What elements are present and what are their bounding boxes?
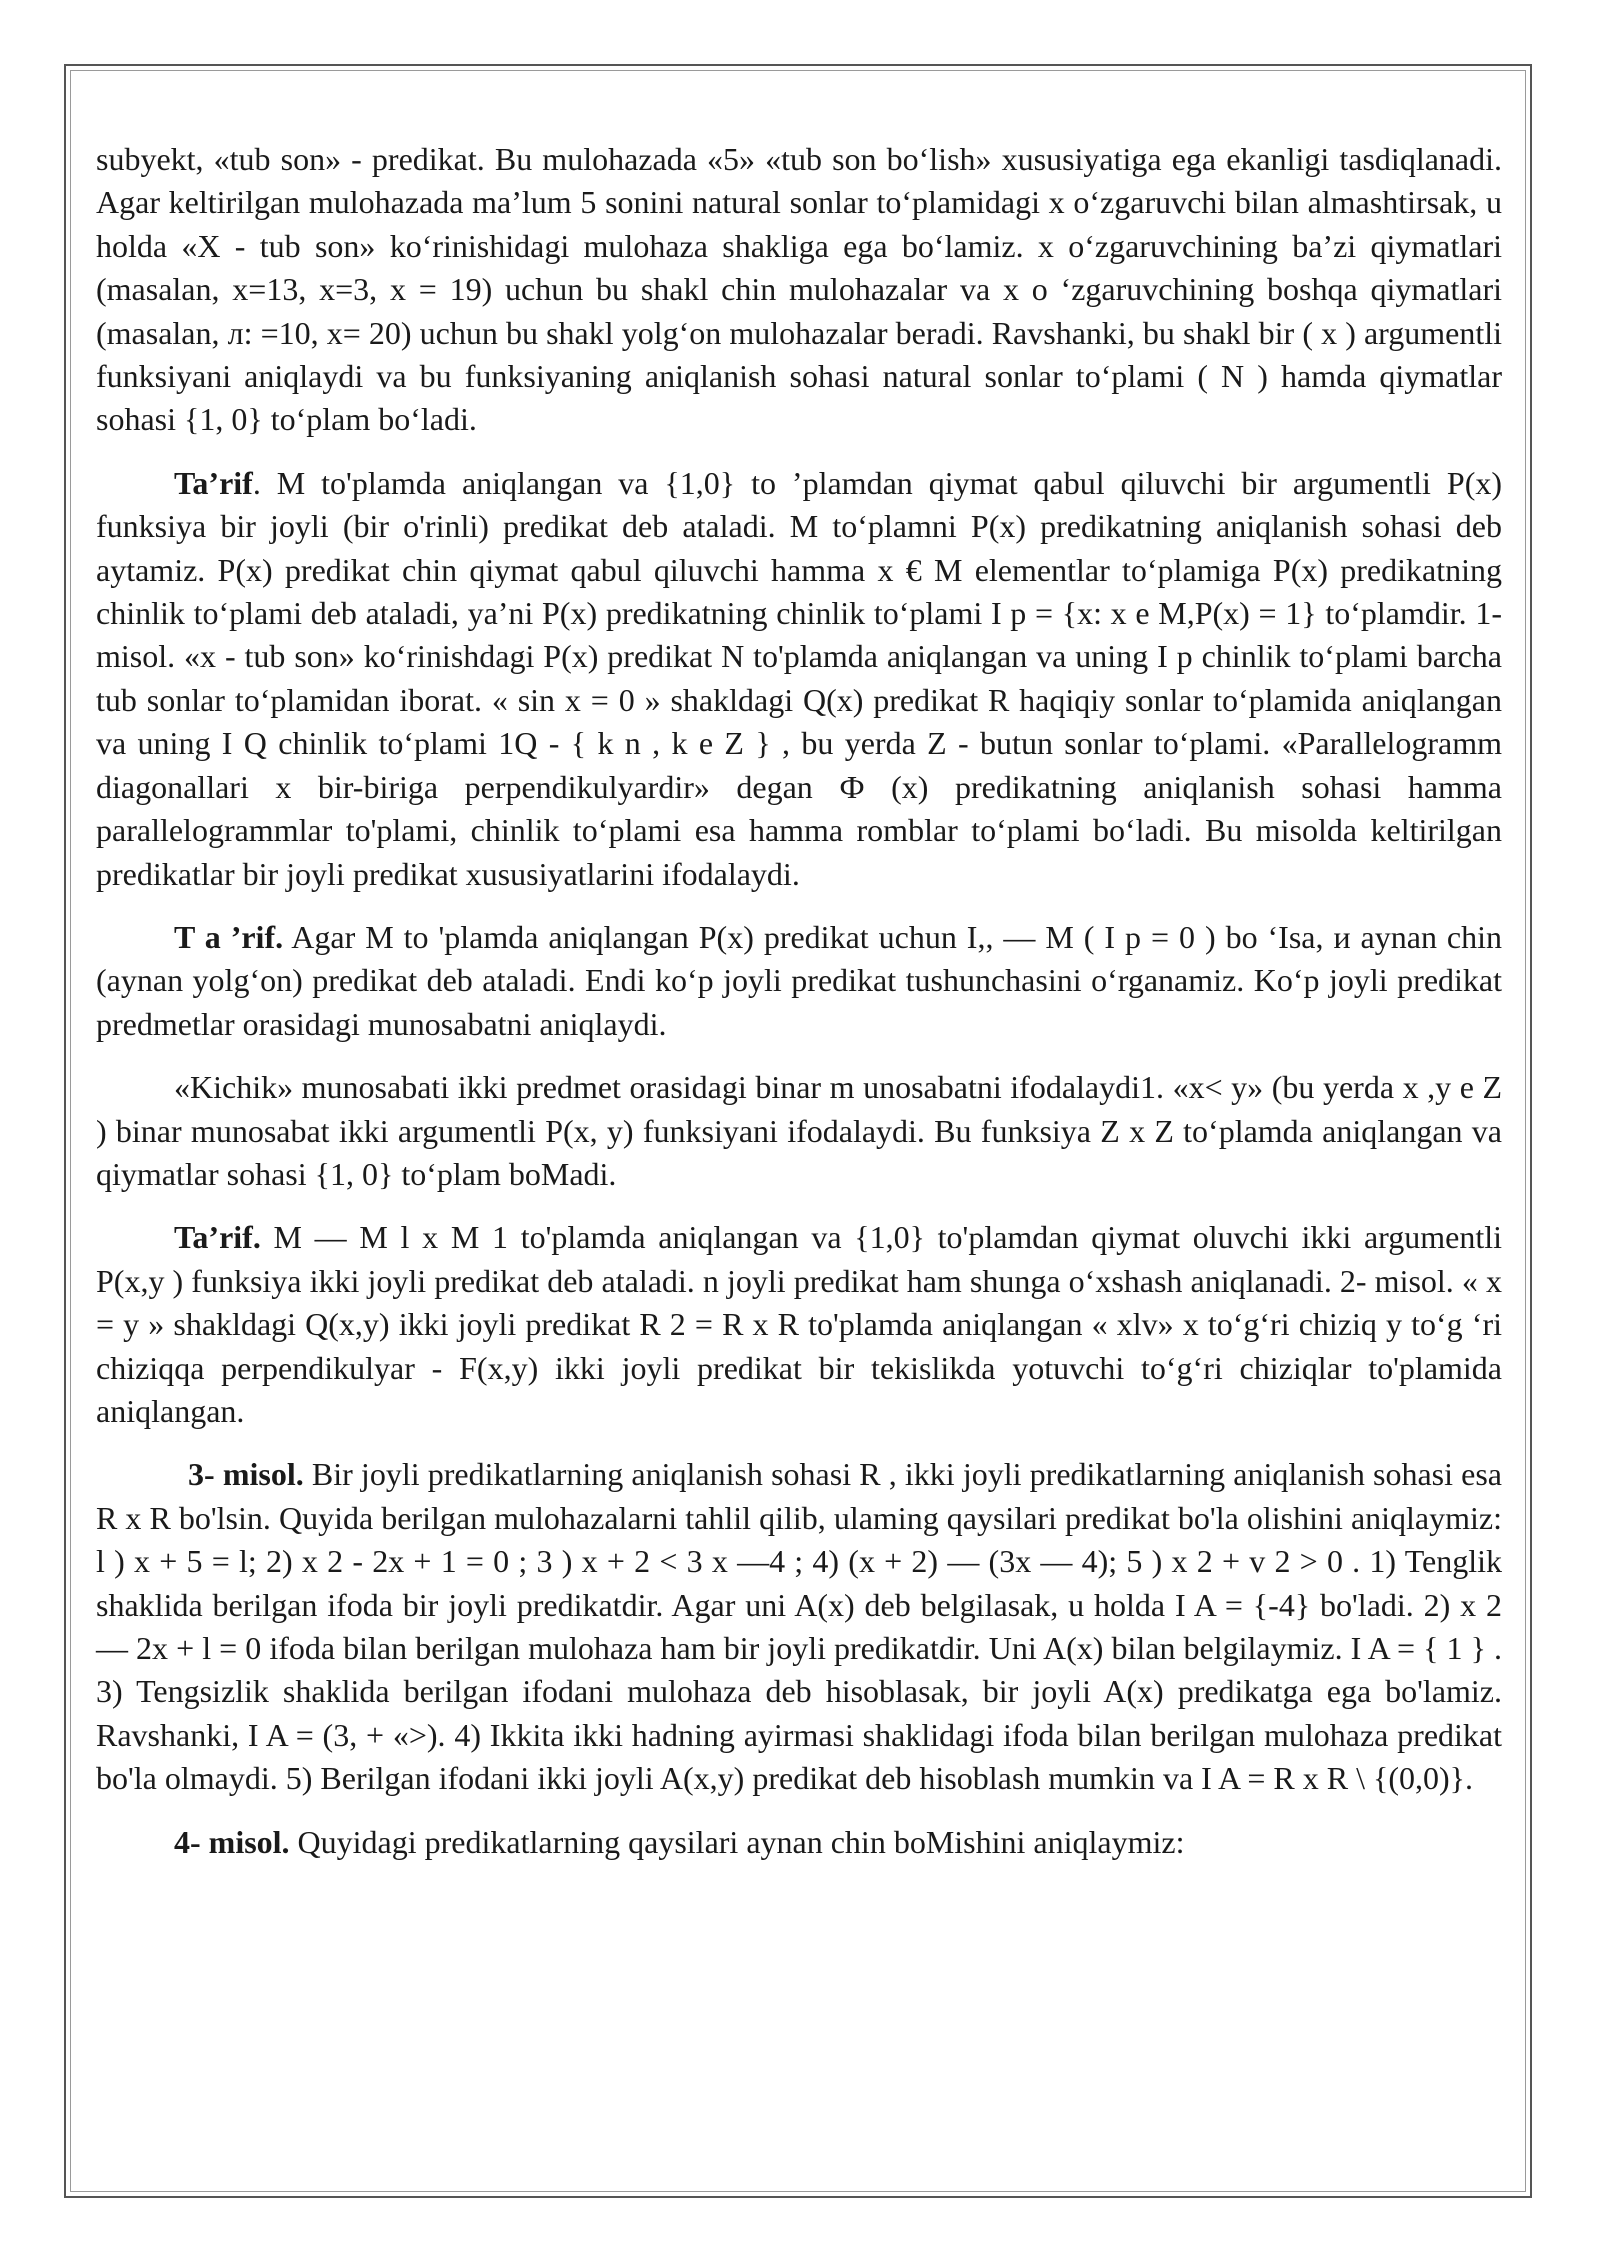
- paragraph-4: [96, 1066, 1502, 1196]
- paragraph-3-text: Agar M to 'plamda aniqlangan P(x) predikat uchun I,, — M ( I p = 0 ) bo ‘Isa, и aynan chin (aynan yolg‘on) predikat deb ataladi. Endi ko‘p joyli predikat tushunchasini o‘rganamiz. Ko‘p joyli predikat predmetlar orasidagi munosabatni aniqlaydi.: [96, 918, 1502, 1042]
- paragraph-2-definition: [96, 462, 1502, 896]
- definition-label: T a ’rif.: [174, 918, 284, 955]
- paragraph-5-definition: [96, 1216, 1502, 1433]
- paragraph-4-text: «Kichik» munosabati ikki predmet orasidagi binar m unosabatni ifodalaydi1. «x< y» (bu yerda x ,y e Z ) binar munosabat ikki argumentli P(x, y) funksiyani ifodalaydi. Bu funksiya Z x Z to‘plamda aniqlangan va qiymatlar sohasi {1, 0} to‘plam boMadi.: [96, 1069, 1502, 1192]
- example-label: 4- misol.: [174, 1823, 290, 1860]
- paragraph-5-text: M — M l x M 1 to'plamda aniqlangan va {1,0} to'plamdan qiymat oluvchi ikki argumentli P(x,y ) funksiya ikki joyli predikat deb ataladi. n joyli predikat ham shunga o‘xshash aniqlanadi. 2- misol. « x = y » shakldagi Q(x,y) ikki joyli predikat R 2 = R x R to'plamda aniqlangan « xlv» x to‘g‘ri chiziq y to‘g ‘ri chiziqqa perpendikulyar - F(x,y) ikki joyli predikat bir tekislikda yotuvchi to‘g‘ri chiziqlar to'plamida aniqlangan.: [96, 1219, 1502, 1429]
- paragraph-3-definition: [96, 916, 1502, 1046]
- paragraph-1-text: subyekt, «tub son» - predikat. Bu mulohazada «5» «tub son bo‘lish» xususiyatiga ega ekanligi tasdiqlanadi. Agar keltirilgan mulohazada ma’lum 5 sonini natural sonlar to‘plamidagi x o‘zgaruvchi bilan almashtirsak, u holda «X - tub son» ko‘rinishidagi mulohaza shakliga ega bo‘lamiz. x o‘zgaruvchining ba’zi qiymatlari (masalan, x=13, x=3, x = 19) uchun bu shakl chin mulohazalar va x o ‘zgaruvchining boshqa qiymatlari (masalan, л: =10, x= 20) uchun bu shakl yolg‘on mulohazalar beradi. Ravshanki, bu shakl bir ( x ) argumentli funksiyani aniqlaydi va bu funksiyaning aniqlanish sohasi natural sonlar to‘plami ( N ) hamda qiymatlar sohasi {1, 0} to‘plam bo‘ladi.: [96, 141, 1502, 438]
- paragraph-6-example: [96, 1453, 1502, 1800]
- definition-label: Ta’rif: [174, 464, 253, 501]
- paragraph-2-text: . M to'plamda aniqlangan va {1,0} to ’plamdan qiymat qabul qiluvchi bir argumentli P(x) funksiya bir joyli (bir o'rinli) predikat deb ataladi. M to‘plamni P(x) predikatning aniqlanish sohasi deb aytamiz. P(x) predikat chin qiymat qabul qiluvchi hamma x € M elementlar to‘plamiga P(x) predikatning chinlik to‘plami deb ataladi, ya’ni P(x) predikatning chinlik to‘plami I p = {x: x e M,P(x) = 1} to‘plamdir. 1- misol. «x - tub son» ko‘rinishdagi P(x) predikat N to'plamda aniqlangan va uning I p chinlik to‘plami barcha tub sonlar to‘plamidan iborat. « sin x = 0 » shakldagi Q(x) predikat R haqiqiy sonlar to‘plamida aniqlangan va uning I Q chinlik to‘plami 1Q - { k n , k e Z } , bu yerda Z - butun sonlar to‘plami. «Parallelogramm diagonallari x bir-biriga perpendikulyardir» degan Ф (x) predikatning aniqlanish sohasi hamma parallelogrammlar to'plami, chinlik to‘plami esa hamma romblar to‘plami bo‘ladi. Bu misolda keltirilgan predikatlar bir joyli predikat xususiyatlarini ifodalaydi.: [96, 464, 1502, 892]
- document-body: [96, 138, 1502, 1884]
- paragraph-1: [96, 138, 1502, 442]
- definition-label: Ta’rif.: [174, 1219, 261, 1256]
- example-label: 3- misol.: [188, 1456, 304, 1493]
- paragraph-6-text: Bir joyli predikatlarning aniqlanish sohasi R , ikki joyli predikatlarning aniqlanish sohasi esa R x R bo'lsin. Quyida berilgan mulohazalarni tahlil qilib, ulaming qaysilari predikat bo'la olishini aniqlaymiz: l ) x + 5 = l; 2) x 2 - 2x + 1 = 0 ; 3 ) x + 2 < 3 x —4 ; 4) (x + 2) — (3x — 4); 5 ) x 2 + v 2 > 0 . 1) Tenglik shaklida berilgan ifoda bir joyli predikatdir. Agar uni A(x) deb belgilasak, u holda I A = {-4} bo'ladi. 2) x 2 — 2x + l = 0 ifoda bilan berilgan mulohaza ham bir joyli predikatdir. Uni A(x) bilan belgilaymiz. I A = { 1 } . 3) Tengsizlik shaklida berilgan ifodani mulohaza deb hisoblasak, bir joyli A(x) predikatga ega bo'lamiz. Ravshanki, I A = (3, + «>). 4) Ikkita ikki hadning ayirmasi shaklidagi ifoda bilan berilgan mulohaza predikat bo'la olmaydi. 5) Berilgan ifodani ikki joyli A(x,y) predikat deb hisoblash mumkin va I A = R x R \ {(0,0)}.: [96, 1456, 1503, 1797]
- paragraph-7-text: Quyidagi predikatlarning qaysilari aynan chin boMishini aniqlaymiz:: [289, 1823, 1185, 1860]
- paragraph-7-example: [96, 1821, 1502, 1864]
